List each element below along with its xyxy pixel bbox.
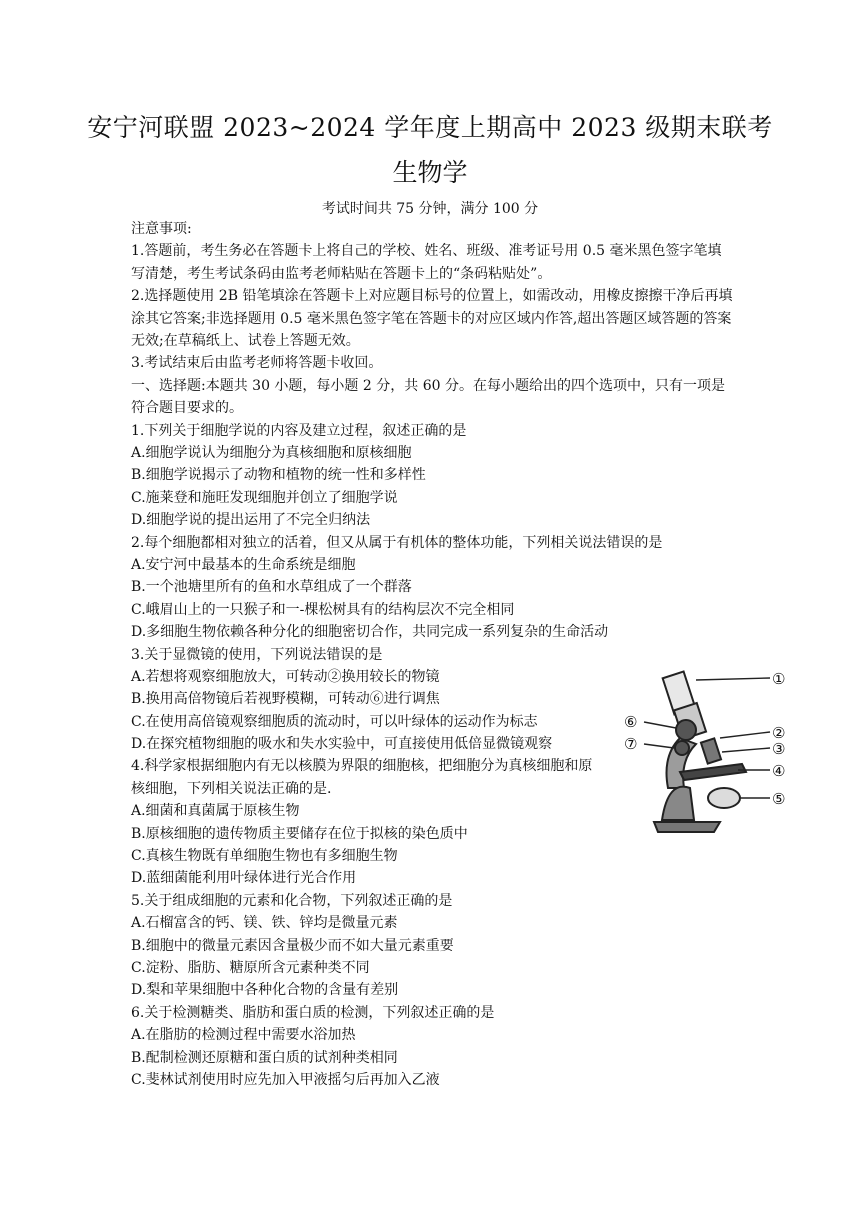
exam-body xyxy=(131,218,734,1091)
figure-label-6: ⑥ xyxy=(624,713,638,731)
figure-label-5: ⑤ xyxy=(772,790,786,808)
figure-label-3: ③ xyxy=(772,740,786,758)
question-6-option-a: A.在脂肪的检测过程中需要水浴加热 xyxy=(131,1027,356,1044)
notice-item-1: 1.答题前，考生务必在答题卡上将自己的学校、姓名、班级、准考证号用 0.5 毫米黑色签字笔填写清楚，考生考试条码由监考老师粘贴在答题卡上的“条码粘贴处”。 xyxy=(131,243,722,282)
question-4-option-c: C.真核生物既有单细胞生物也有多细胞生物 xyxy=(131,848,398,865)
question-1-stem: 1.下列关于细胞学说的内容及建立过程，叙述正确的是 xyxy=(131,422,467,439)
figure-label-2: ② xyxy=(772,724,786,742)
question-2-option-d: D.多细胞生物依赖各种分化的细胞密切合作，共同完成一系列复杂的生命活动 xyxy=(131,624,609,641)
question-2-option-c: C.峨眉山上的一只猴子和一-棵松树具有的结构层次不完全相同 xyxy=(131,601,515,618)
question-5-option-d: D.梨和苹果细胞中各种化合物的含量有差别 xyxy=(131,982,399,999)
figure-label-7: ⑦ xyxy=(624,735,638,753)
question-2-stem: 2.每个细胞都相对独立的活着，但又从属于有机体的整体功能，下列相关说法错误的是 xyxy=(131,534,663,551)
question-2-option-b: B.一个池塘里所有的鱼和水草组成了一个群落 xyxy=(131,579,412,596)
exam-title: 安宁河联盟 2023~2024 学年度上期高中 2023 级期末联考 xyxy=(87,113,773,142)
subject-title: 生物学 xyxy=(392,158,468,187)
question-3-stem: 3.关于显微镜的使用，下列说法错误的是 xyxy=(131,646,383,663)
section-heading: 一、选择题:本题共 30 小题，每小题 2 分，共 60 分。在每小题给出的四个选项中，只有一项是符合题目要求的。 xyxy=(131,377,725,417)
question-5-option-a: A.石榴富含的钙、镁、铁、锌均是微量元素 xyxy=(131,915,398,932)
question-4-option-b: B.原核细胞的遗传物质主要储存在位于拟核的染色质中 xyxy=(131,825,468,842)
question-3-option-d: D.在探究植物细胞的吸水和失水实验中，可直接使用低倍显微镜观察 xyxy=(131,736,553,753)
question-6-option-c: C.斐林试剂使用时应先加入甲液摇匀后再加入乙液 xyxy=(131,1071,440,1088)
microscope-icon xyxy=(610,660,810,840)
question-3-option-c: C.在使用高倍镜观察细胞质的流动时，可以叶绿体的运动作为标志 xyxy=(131,713,538,730)
question-1-option-d: D.细胞学说的提出运用了不完全归纳法 xyxy=(131,512,371,529)
figure-label-1: ① xyxy=(772,670,786,688)
question-2-option-a: A.安宁河中最基本的生命系统是细胞 xyxy=(131,556,356,573)
question-4-stem: 4.科学家根据细胞内有无以核膜为界限的细胞核，把细胞分为真核细胞和原核细胞，下列相关说法正确的是. xyxy=(131,758,593,797)
question-6-option-b: B.配制检测还原糖和蛋白质的试剂种类相同 xyxy=(131,1049,398,1066)
question-3-option-a: A.若想将观察细胞放大，可转动②换用较长的物镜 xyxy=(131,668,440,685)
question-1-option-b: B.细胞学说揭示了动物和植物的统一性和多样性 xyxy=(131,467,426,484)
question-5-option-b: B.细胞中的微量元素因含量极少而不如大量元素重要 xyxy=(131,937,454,954)
question-6-stem: 6.关于检测糖类、脂肪和蛋白质的检测，下列叙述正确的是 xyxy=(131,1004,495,1021)
notice-item-3: 3.考试结束后由监考老师将答题卡收回。 xyxy=(131,355,383,372)
notice-heading: 注意事项: xyxy=(131,221,192,237)
question-5-option-c: C.淀粉、脂肪、糖原所含元素种类不同 xyxy=(131,960,370,977)
microscope-figure xyxy=(610,660,810,840)
question-3-option-b: B.换用高倍物镜后若视野模糊，可转动⑥进行调焦 xyxy=(131,691,440,708)
exam-info: 考试时间共 75 分钟，满分 100 分 xyxy=(321,201,539,217)
question-4-option-d: D.蓝细菌能利用叶绿体进行光合作用 xyxy=(131,870,357,887)
notice-item-2: 2.选择题使用 2B 铅笔填涂在答题卡上对应题目标号的位置上，如需改动，用橡皮擦擦干净后再填涂其它答案;非选择题用 0.5 毫米黑色签字笔在答题卡的对应区域内作答,超出答题区域答题的答案无效;在草稿纸上、试卷上答题无效。 xyxy=(131,288,733,350)
question-5-stem: 5.关于组成细胞的元素和化合物，下列叙述正确的是 xyxy=(131,892,453,909)
question-1-option-c: C.施莱登和施旺发现细胞并创立了细胞学说 xyxy=(131,489,398,506)
question-4-option-a: A.细菌和真菌属于原核生物 xyxy=(131,803,300,820)
figure-label-4: ④ xyxy=(772,762,786,780)
question-1-option-a: A.细胞学说认为细胞分为真核细胞和原核细胞 xyxy=(131,445,412,462)
